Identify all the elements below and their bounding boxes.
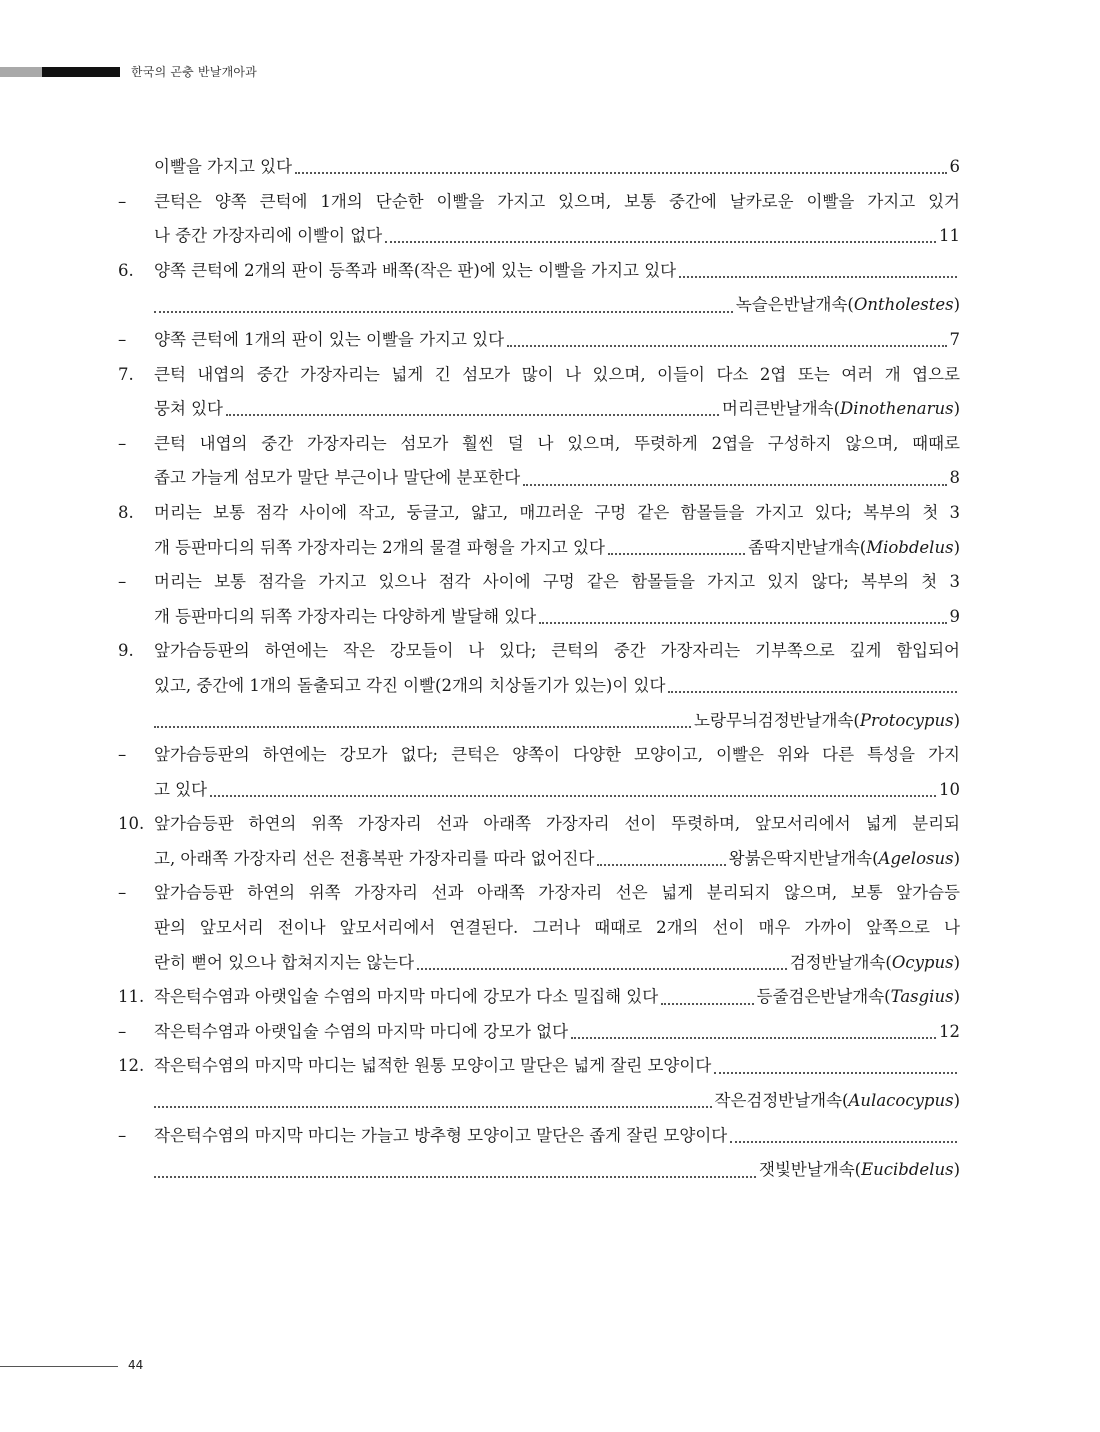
- key-text: 앞가슴등판 하연의 위쪽 가장자리 선과 아래쪽 가장자리 선은 넓게 분리되지 않으며, 보통 앞가슴등: [154, 883, 960, 903]
- header-bar-gray: [0, 67, 42, 77]
- key-text: 큰턱 내엽의 중간 가장자리는 넓게 긴 섬모가 많이 나 있으며, 이들이 다소 2엽 또는 여러 개 엽으로: [154, 364, 960, 384]
- leader-dots: [661, 1003, 753, 1005]
- key-line: [118, 634, 960, 669]
- leader-dots: [679, 276, 957, 278]
- key-line: [118, 496, 960, 531]
- couplet-number: 10.: [118, 814, 145, 834]
- key-text: 양쪽 큰턱에 2개의 판이 등쪽과 배쪽(작은 판)에 있는 이빨을 가지고 있다: [154, 260, 677, 280]
- leader-dots: [539, 622, 946, 624]
- key-text: 판의 앞모서리 전이나 앞모서리에서 연결된다. 그러나 때때로 2개의 선이 매우 가까이 앞쪽으로 나: [154, 918, 960, 938]
- key-line: [118, 1049, 960, 1084]
- leader-dots: [154, 311, 733, 313]
- couplet-number: 6.: [118, 260, 134, 280]
- couplet-number: –: [118, 745, 127, 765]
- genus-name: 좀딱지반날개속(Miobdelus): [748, 537, 960, 557]
- key-line: [118, 876, 960, 911]
- key-text: 이빨을 가지고 있다: [154, 157, 293, 176]
- key-text: 큰턱은 양쪽 큰턱에 1개의 단순한 이빨을 가지고 있으며, 보통 중간에 날카로운 이빨을 가지고 있거: [154, 191, 960, 211]
- genus-scientific-name: Protocypus: [859, 710, 954, 730]
- key-text: 작은턱수염의 마지막 마디는 넓적한 원통 모양이고 말단은 넓게 잘린 모양이다: [154, 1056, 712, 1076]
- key-line: [118, 288, 960, 323]
- key-text: 좁고 가늘게 섬모가 말단 부근이나 말단에 분포한다: [154, 468, 521, 488]
- couplet-number: –: [118, 883, 127, 903]
- key-text: 큰턱 내엽의 중간 가장자리는 섬모가 훨씬 덜 나 있으며, 뚜렷하게 2엽을 구성하지 않으며, 때때로: [154, 433, 960, 453]
- leader-dots: [730, 1141, 957, 1143]
- key-text: 개 등판마디의 뒤쪽 가장자리는 2개의 물결 파형을 가지고 있다: [154, 537, 605, 557]
- leader-dots: [226, 414, 719, 416]
- couplet-target: 6: [949, 157, 960, 176]
- genus-name: 녹슬은반날개속(Ontholestes): [735, 295, 960, 315]
- couplet-number: 7.: [118, 364, 134, 384]
- couplet-target: 11: [939, 226, 960, 246]
- couplet-number: –: [118, 191, 127, 211]
- leader-dots: [571, 1037, 936, 1039]
- genus-name: 등줄검은반날개속(Tasgius): [756, 987, 960, 1007]
- key-line: [118, 773, 960, 808]
- genus-scientific-name: Miobdelus: [866, 537, 954, 557]
- genus-name: 머리큰반날개속(Dinothenarus): [722, 399, 960, 419]
- key-text: 양쪽 큰턱에 1개의 판이 있는 이빨을 가지고 있다: [154, 329, 505, 349]
- key-line: [118, 1119, 960, 1154]
- leader-dots: [210, 795, 936, 797]
- genus-name: 잿빛반날개속(Eucibdelus): [759, 1160, 960, 1180]
- leader-dots: [295, 172, 946, 174]
- couplet-target: 9: [949, 606, 960, 626]
- key-text: 란히 뻗어 있으나 합쳐지지는 않는다: [154, 952, 415, 972]
- key-line: [118, 842, 960, 877]
- key-line: [118, 531, 960, 566]
- genus-scientific-name: Eucibdelus: [861, 1160, 954, 1180]
- key-text: 개 등판마디의 뒤쪽 가장자리는 다양하게 발달해 있다: [154, 606, 537, 626]
- genus-scientific-name: Ontholestes: [853, 295, 954, 315]
- leader-dots: [154, 1106, 712, 1108]
- genus-scientific-name: Ocypus: [891, 952, 954, 972]
- genus-scientific-name: Tasgius: [890, 987, 954, 1007]
- key-text: 앞가슴등판의 하연에는 강모가 없다; 큰턱은 양쪽이 다양한 모양이고, 이빨은 위와 다른 특성을 가지: [154, 745, 960, 765]
- key-line: [118, 669, 960, 704]
- key-text: 고 있다: [154, 779, 208, 799]
- leader-dots: [507, 345, 946, 347]
- header-bar-black: [42, 67, 120, 77]
- key-text: 작은턱수염과 아랫입술 수염의 마지막 마디에 강모가 다소 밀집해 있다: [154, 987, 659, 1007]
- key-line: [118, 150, 960, 185]
- leader-dots: [523, 484, 946, 486]
- running-header: 한국의 곤충 반날개아과: [131, 65, 257, 79]
- couplet-number: 8.: [118, 502, 134, 522]
- leader-dots: [154, 1176, 756, 1178]
- page-number: 44: [128, 1358, 144, 1372]
- key-text: 앞가슴등판 하연의 위쪽 가장자리 선과 아래쪽 가장자리 선이 뚜렷하며, 앞모서리에서 넓게 분리되: [154, 814, 960, 834]
- key-line: [118, 461, 960, 496]
- key-line: [118, 1084, 960, 1119]
- leader-dots: [154, 726, 691, 728]
- genus-name: 검정반날개속(Ocypus): [789, 952, 960, 972]
- couplet-number: –: [118, 1021, 127, 1041]
- key-line: [118, 185, 960, 220]
- genus-scientific-name: Agelosus: [878, 848, 954, 868]
- genus-name: 노랑무늬검정반날개속(Protocypus): [694, 710, 960, 730]
- key-line: [118, 738, 960, 773]
- key-line: [118, 254, 960, 289]
- key-text: 작은턱수염과 아랫입술 수염의 마지막 마디에 강모가 없다: [154, 1021, 569, 1041]
- key-text: 작은턱수염의 마지막 마디는 가늘고 방추형 모양이고 말단은 좁게 잘린 모양이다: [154, 1125, 728, 1145]
- key-line: [118, 323, 960, 358]
- footer-rule: [0, 1366, 118, 1367]
- couplet-number: 9.: [118, 641, 134, 661]
- key-line: [118, 427, 960, 462]
- couplet-target: 12: [939, 1021, 960, 1041]
- key-text: 뭉쳐 있다: [154, 399, 224, 419]
- genus-scientific-name: Dinothenarus: [840, 399, 954, 419]
- key-line: [118, 358, 960, 393]
- couplet-target: 7: [949, 329, 960, 349]
- key-line: [118, 980, 960, 1015]
- key-line: [118, 807, 960, 842]
- leader-dots: [608, 553, 745, 555]
- key-line: [118, 946, 960, 981]
- key-line: [118, 392, 960, 427]
- key-line: [118, 911, 960, 946]
- key-text: 앞가슴등판의 하연에는 작은 강모들이 나 있다; 큰턱의 중간 가장자리는 기부쪽으로 깊게 함입되어: [154, 641, 960, 661]
- identification-key: [118, 150, 960, 1188]
- key-line: [118, 600, 960, 635]
- key-text: 나 중간 가장자리에 이빨이 없다: [154, 226, 383, 246]
- leader-dots: [714, 1072, 957, 1074]
- key-line: [118, 219, 960, 254]
- genus-scientific-name: Aulacocypus: [848, 1091, 954, 1111]
- leader-dots: [668, 691, 957, 693]
- genus-name: 왕붉은딱지반날개속(Agelosus): [728, 848, 960, 868]
- leader-dots: [597, 864, 725, 866]
- couplet-number: –: [118, 329, 127, 349]
- key-text: 머리는 보통 점각 사이에 작고, 둥글고, 얇고, 매끄러운 구멍 같은 함몰들을 가지고 있다; 복부의 첫 3: [154, 502, 960, 522]
- couplet-number: –: [118, 572, 127, 592]
- couplet-number: –: [118, 433, 127, 453]
- key-line: [118, 1153, 960, 1188]
- key-line: [118, 704, 960, 739]
- couplet-number: –: [118, 1125, 127, 1145]
- couplet-target: 8: [949, 468, 960, 488]
- leader-dots: [417, 968, 787, 970]
- couplet-number: 11.: [118, 987, 145, 1007]
- key-text: 있고, 중간에 1개의 돌출되고 각진 이빨(2개의 치상돌기가 있는)이 있다: [154, 675, 666, 695]
- key-line: [118, 1015, 960, 1050]
- couplet-number: 12.: [118, 1056, 145, 1076]
- genus-name: 작은검정반날개속(Aulacocypus): [714, 1091, 960, 1111]
- couplet-target: 10: [939, 779, 960, 799]
- leader-dots: [385, 241, 936, 243]
- key-line: [118, 565, 960, 600]
- key-text: 머리는 보통 점각을 가지고 있으나 점각 사이에 구멍 같은 함몰들을 가지고 있지 않다; 복부의 첫 3: [154, 572, 960, 592]
- key-text: 고, 아래쪽 가장자리 선은 전흉복판 가장자리를 따라 없어진다: [154, 848, 595, 868]
